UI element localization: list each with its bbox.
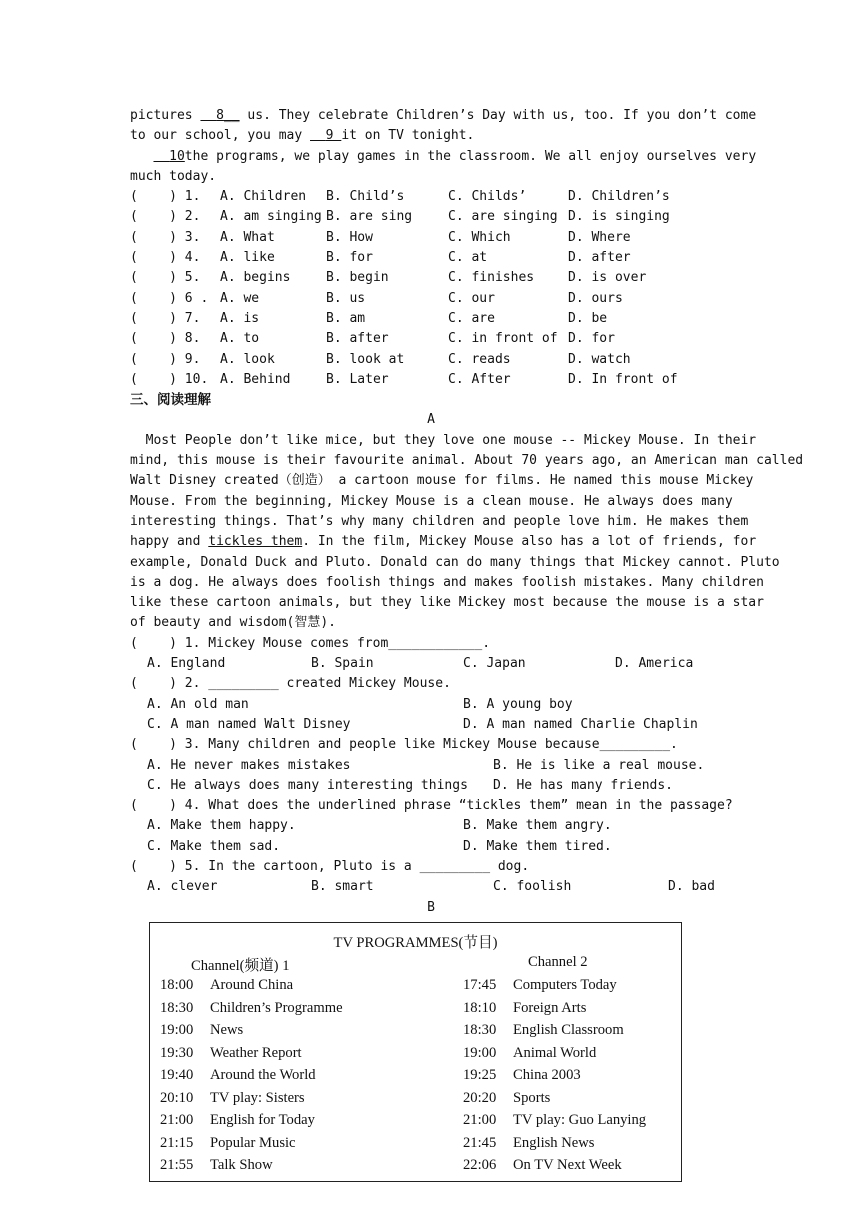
question-number: ( ) 3. — [130, 229, 201, 245]
option-c: C. are singing — [448, 209, 558, 225]
section-title: 三、阅读理解 — [130, 392, 211, 409]
cloze-question — [130, 228, 732, 248]
programme-row — [463, 1135, 594, 1157]
option-row — [130, 837, 732, 857]
programme-time: 19:30 — [160, 1044, 194, 1061]
answer-option: B. Make them angry. — [463, 818, 612, 834]
programme-time: 22:06 — [463, 1157, 497, 1173]
option-c: C. reads — [448, 351, 511, 367]
question-number: ( ) 2. — [130, 209, 201, 225]
programme-name: Weather Report — [210, 1044, 302, 1061]
option-d: D. Children’s — [568, 189, 670, 205]
blank-9: 9 — [325, 128, 334, 144]
programme-row — [160, 1135, 296, 1157]
programme-row — [160, 1112, 315, 1134]
programme-name: English News — [513, 1134, 595, 1151]
programme-time: 19:25 — [463, 1067, 497, 1083]
passage-text: the programs, we play games in the classroom. We all enjoy ourselves very — [184, 148, 757, 164]
question-stem: ( ) 3. Many children and people like Mickey Mouse because_________. — [130, 737, 678, 753]
passage-line — [130, 532, 757, 552]
option-b: B. after — [326, 331, 389, 347]
programme-name: China 2003 — [513, 1067, 581, 1083]
question-number: ( ) 8. — [130, 331, 201, 347]
option-c: C. finishes — [448, 270, 535, 286]
programme-row — [463, 1112, 646, 1134]
cloze-question — [130, 187, 732, 207]
cloze-question — [130, 207, 732, 227]
option-a: A. begins — [220, 270, 291, 286]
answer-option: D. A man named Charlie Chaplin — [463, 716, 698, 732]
passage-line — [130, 126, 732, 146]
programme-name: Popular Music — [210, 1134, 296, 1151]
cloze-question — [130, 268, 732, 288]
programme-name: Foreign Arts — [513, 999, 587, 1016]
blank-8: 8__ — [216, 108, 240, 123]
programme-row — [160, 977, 293, 999]
passage-line: example, Donald Duck and Pluto. Donald can do many things that Mickey cannot. Pluto — [130, 554, 780, 570]
passage-a — [130, 431, 804, 634]
programme-row — [463, 1000, 586, 1022]
answer-option: B. A young boy — [463, 696, 573, 712]
option-b: B. look at — [326, 351, 405, 367]
option-row — [130, 756, 732, 776]
cloze-question — [130, 329, 732, 349]
option-d: D. be — [568, 310, 608, 326]
programme-name: Computers Today — [513, 977, 617, 993]
option-a: A. am singing — [220, 209, 322, 225]
option-a: A. to — [220, 331, 260, 347]
programme-row — [160, 1022, 243, 1044]
programme-row — [463, 1045, 596, 1067]
option-d: D. watch — [568, 351, 631, 367]
option-d: D. is singing — [568, 209, 670, 225]
question-stem: ( ) 1. Mickey Mouse comes from____________. — [130, 635, 491, 651]
option-b: B. am — [326, 310, 366, 326]
channel-1-header: Channel(频道) 1 — [191, 958, 290, 974]
passage-a-label: A — [427, 412, 435, 428]
programme-name: Sports — [513, 1089, 551, 1106]
passage-line: is a dog. He always does foolish things and makes foolish mistakes. Many children — [130, 574, 764, 590]
option-d: D. Where — [568, 229, 631, 245]
option-b: B. Child’s — [326, 189, 405, 205]
tv-programmes-table — [149, 922, 682, 1182]
option-b: B. are sing — [326, 209, 413, 225]
passage-text: . In the film, Mickey Mouse also has a lot of friends, for — [302, 534, 757, 550]
passage-text: pictures — [130, 108, 201, 123]
programme-row — [160, 1157, 273, 1179]
answer-option: B. smart — [311, 879, 374, 895]
option-b: B. How — [326, 229, 373, 245]
option-d: D. is over — [568, 270, 647, 286]
programme-name: Around the World — [210, 1067, 316, 1083]
answer-option: D. bad — [668, 879, 715, 895]
passage-line: of beauty and wisdom(智慧). — [130, 615, 337, 631]
option-c: C. in front of — [448, 331, 558, 347]
option-c: C. After — [448, 371, 511, 387]
option-c: C. Childs’ — [448, 189, 527, 205]
programme-name: News — [210, 1022, 244, 1038]
question-number: ( ) 9. — [130, 351, 201, 367]
cloze-question — [130, 350, 732, 370]
programme-name: TV play: Sisters — [210, 1089, 305, 1106]
passage-text: happy and — [130, 534, 209, 550]
option-row — [130, 877, 732, 897]
passage-line: like these cartoon animals, but they like Mickey most because the mouse is a star — [130, 595, 764, 611]
answer-option: D. Make them tired. — [463, 838, 612, 854]
answer-option: D. He has many friends. — [493, 777, 674, 793]
programme-time: 18:30 — [463, 1022, 497, 1038]
answer-option: C. He always does many interesting things — [147, 777, 468, 793]
programme-name: Children’s Programme — [210, 999, 343, 1016]
programme-row — [463, 977, 617, 999]
passage-text: us. They celebrate Children’s Day with us, too. If you don’t come — [239, 108, 757, 123]
passage-line: Most People don’t like mice, but they love one mouse -- Mickey Mouse. In their — [130, 432, 757, 448]
option-c: C. our — [448, 290, 495, 306]
programme-time: 19:00 — [160, 1022, 194, 1038]
answer-option: A. Make them happy. — [147, 818, 296, 834]
option-row — [130, 695, 732, 715]
programme-time: 18:10 — [463, 999, 497, 1016]
programme-time: 21:55 — [160, 1157, 194, 1173]
answer-option: B. Spain — [311, 656, 374, 672]
tv-table-title: TV PROGRAMMES(节目) — [333, 935, 498, 951]
cloze-question — [130, 309, 732, 329]
option-a: A. we — [220, 290, 260, 306]
passage-line: mind, this mouse is their favourite animal. About 70 years ago, an American man called — [130, 453, 804, 469]
option-c: C. Which — [448, 229, 511, 245]
reading-question-list — [130, 634, 732, 898]
cloze-question-list — [130, 187, 732, 390]
option-a: A. Children — [220, 189, 307, 205]
option-a: A. What — [220, 229, 275, 245]
passage-line: much today. — [130, 168, 217, 184]
option-d: D. In front of — [568, 371, 678, 387]
programme-name: Animal World — [513, 1044, 597, 1061]
option-b: B. us — [326, 290, 366, 306]
programme-name: On TV Next Week — [513, 1157, 622, 1173]
answer-option: B. He is like a real mouse. — [493, 757, 705, 773]
passage-line — [130, 106, 757, 126]
cloze-question — [130, 248, 732, 268]
programme-time: 21:45 — [463, 1134, 497, 1151]
passage-text: it on TV tonight. — [341, 128, 475, 144]
cloze-question — [130, 370, 732, 390]
programme-row — [160, 1090, 305, 1112]
option-d: D. after — [568, 250, 631, 266]
option-a: A. look — [220, 351, 275, 367]
question-number: ( ) 5. — [130, 270, 201, 286]
programme-time: 19:40 — [160, 1067, 194, 1083]
question-number: ( ) 10. — [130, 371, 209, 387]
programme-time: 18:00 — [160, 977, 194, 993]
passage-b-label: B — [427, 899, 435, 915]
option-a: A. is — [220, 310, 260, 326]
option-d: D. for — [568, 331, 615, 347]
answer-option: A. An old man — [147, 696, 249, 712]
option-b: B. Later — [326, 371, 389, 387]
programme-row — [160, 1067, 316, 1089]
answer-option: C. Make them sad. — [147, 838, 281, 854]
passage-text: to our school, you may — [130, 128, 311, 144]
option-a: A. Behind — [220, 371, 291, 387]
question-number: ( ) 4. — [130, 250, 201, 266]
passage-line: Walt Disney created（创造） a cartoon mouse for films. He named this mouse Mickey — [130, 473, 754, 489]
programme-name: English Classroom — [513, 1022, 624, 1038]
question-stem: ( ) 2. _________ created Mickey Mouse. — [130, 676, 451, 692]
passage-line: interesting things. That’s why many children and people love him. He makes them — [130, 513, 749, 529]
question-number: ( ) 1. — [130, 189, 201, 205]
worksheet-page — [130, 106, 804, 918]
option-a: A. like — [220, 250, 275, 266]
question-number: ( ) 6 . — [130, 290, 209, 306]
blank-10: 10 — [169, 148, 185, 164]
answer-option: A. England — [147, 656, 226, 672]
option-row — [130, 654, 732, 674]
option-c: C. at — [448, 250, 488, 266]
programme-row — [160, 1045, 302, 1067]
option-b: B. for — [326, 250, 373, 266]
programme-name: TV play: Guo Lanying — [513, 1112, 647, 1128]
passage-line — [130, 147, 757, 167]
answer-option: D. America — [615, 656, 694, 672]
programme-time: 21:15 — [160, 1134, 194, 1151]
programme-time: 20:20 — [463, 1089, 497, 1106]
passage-line: Mouse. From the beginning, Mickey Mouse is a clean mouse. He always does many — [130, 493, 733, 509]
answer-option: A. clever — [147, 879, 218, 895]
programme-time: 21:00 — [463, 1112, 497, 1128]
programme-row — [160, 1000, 343, 1022]
option-d: D. ours — [568, 290, 623, 306]
programme-row — [463, 1090, 550, 1112]
programme-name: Around China — [210, 977, 294, 993]
programme-time: 21:00 — [160, 1112, 194, 1128]
programme-name: Talk Show — [210, 1157, 273, 1173]
question-number: ( ) 7. — [130, 310, 201, 326]
answer-option: C. foolish — [493, 879, 572, 895]
answer-option: C. Japan — [463, 656, 526, 672]
option-row — [130, 776, 732, 796]
answer-option: A. He never makes mistakes — [147, 757, 351, 773]
programme-row — [463, 1067, 581, 1089]
programme-time: 19:00 — [463, 1044, 497, 1061]
underlined-phrase: tickles them — [208, 534, 303, 550]
programme-time: 18:30 — [160, 999, 194, 1016]
option-row — [130, 816, 732, 836]
programme-row — [463, 1022, 624, 1044]
channel-2-header: Channel 2 — [528, 954, 588, 970]
option-c: C. are — [448, 310, 495, 326]
answer-option: C. A man named Walt Disney — [147, 716, 351, 732]
option-row — [130, 715, 732, 735]
programme-time: 20:10 — [160, 1089, 194, 1106]
programme-time: 17:45 — [463, 977, 497, 993]
programme-row — [463, 1157, 622, 1179]
programme-name: English for Today — [210, 1112, 315, 1128]
option-b: B. begin — [326, 270, 389, 286]
question-stem: ( ) 4. What does the underlined phrase “tickles them” mean in the passage? — [130, 798, 733, 814]
cloze-question — [130, 289, 732, 309]
question-stem: ( ) 5. In the cartoon, Pluto is a _________ dog. — [130, 858, 530, 874]
